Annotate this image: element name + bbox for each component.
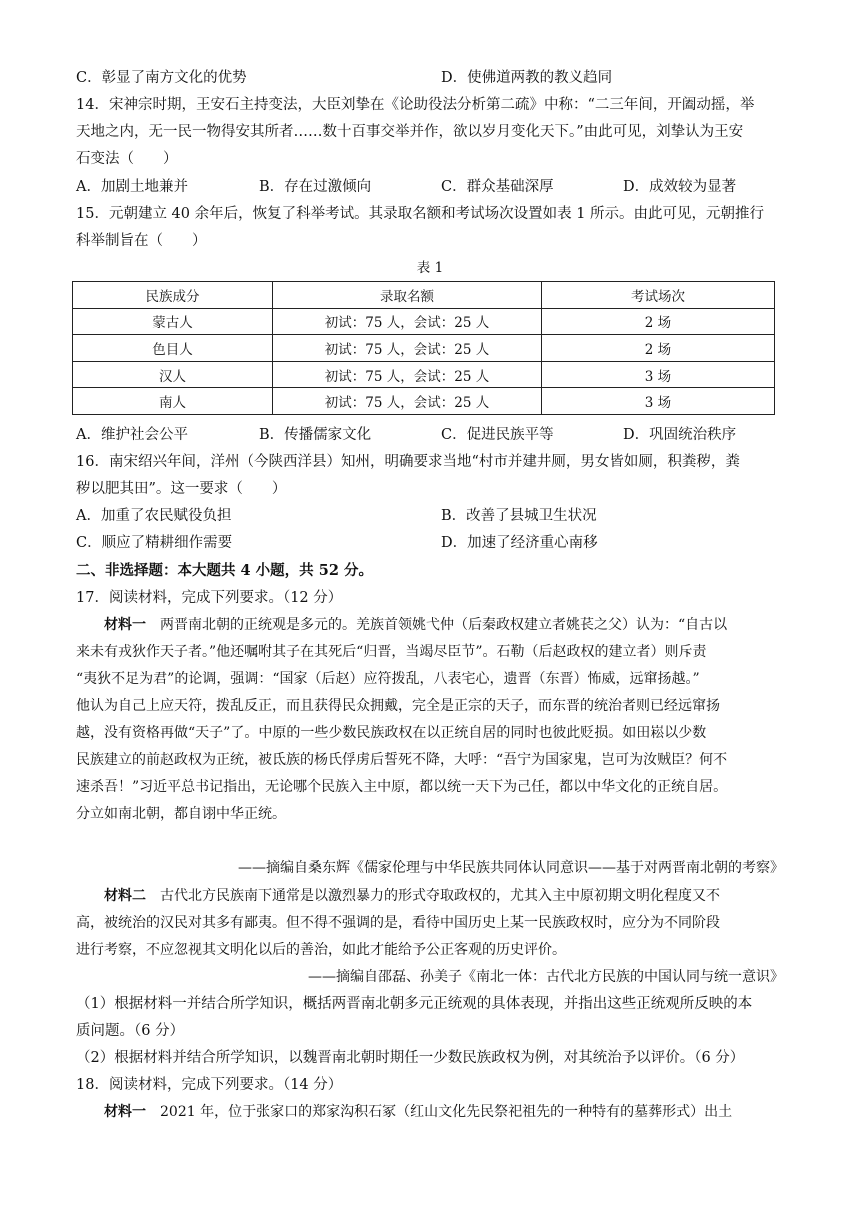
q17-prompt: 17．阅读材料，完成下列要求。（12 分） (76, 590, 343, 606)
q15-option-a: A．维护社会公平 (76, 427, 188, 443)
q17-material1-line-4: 他认为自己上应天符，拨乱反正，而且获得民众拥戴，完全是正宗的天子，而东晋的统治者则已经远窜扬 (76, 698, 720, 714)
q15-option-c: C．促进民族平等 (441, 427, 554, 443)
q14-stem-line-1: 14．宋神宗时期，王安石主持变法，大臣刘挚在《论助役法分析第二疏》中称：“二三年间，开阖动摇，举 (76, 97, 755, 113)
q17-material2-line-1: 材料二 古代北方民族南下通常是以激烈暴力的形式夺取政权的，尤其入主中原初期文明化程度又不 (76, 888, 720, 904)
q17-sub2: （2）根据材料并结合所学知识，以魏晋南北朝时期任一少数民族政权为例，对其统治予以评价。（6 分） (76, 1050, 745, 1066)
q15-option-d: D．巩固统治秩序 (623, 427, 737, 443)
q18-prompt: 18．阅读材料，完成下列要求。（14 分） (76, 1077, 343, 1093)
q14-option-c: C．群众基础深厚 (441, 179, 554, 195)
table-cell: 3 场 (542, 388, 775, 415)
q16-stem-line-1: 16．南宋绍兴年间，洋州（今陕西洋县）知州，明确要求当地“村市并建井厕，男女皆如厕，积粪秽，粪 (76, 454, 740, 470)
q14-option-b: B．存在过激倾向 (259, 179, 372, 195)
q17-material1-line-2: 来未有戎狄作天子者。”他还嘱咐其子在其死后“归晋，当竭尽臣节”。石勒（后赵政权的建立者）则斥责 (76, 644, 707, 660)
material-label: 材料一 (76, 617, 160, 633)
table-cell: 初试：75 人，会试：25 人 (273, 361, 542, 388)
q17-material1-line-8: 分立如南北朝，都自诩中华正统。 (76, 806, 286, 822)
q14-option-a: A．加剧土地兼并 (76, 179, 188, 195)
q18-material1-line-1: 材料一 2021 年，位于张家口的郑家沟积石冢（红山文化先民祭祀祖先的一种特有的墓葬形式）出土 (76, 1104, 733, 1120)
q16-option-d: D．加速了经济重心南移 (441, 535, 598, 551)
table-cell: 2 场 (542, 308, 775, 335)
q17-material1-line-5: 越，没有资格再做“天子”了。中原的一些少数民族政权在以正统自居的同时也彼此贬损。如田崧以少数 (76, 725, 707, 741)
table-row (73, 335, 775, 362)
q13-option-d: D．使佛道两教的教义趋同 (441, 70, 613, 86)
table-cell: 汉人 (73, 361, 273, 388)
q17-material1-line-3: “夷狄不足为君”的论调，强调：“国家（后赵）应符拨乱，八表宅心，遗晋（东晋）怖威，远窜扬越。” (76, 671, 700, 687)
q14-option-d: D．成效较为显著 (623, 179, 737, 195)
table-header-row (73, 282, 775, 309)
material-label: 材料二 (76, 888, 160, 904)
q15-stem-line-1: 15．元朝建立 40 余年后，恢复了科举考试。其录取名额和考试场次设置如表 1 所示。由此可见，元朝推行 (76, 206, 765, 222)
q17-material2-line-2: 高，被统治的汉民对其多有鄙夷。但不得不强调的是，看待中国历史上某一民族政权时，应分为不同阶段 (76, 915, 720, 931)
material-label: 材料一 (76, 1104, 160, 1120)
table-cell: 蒙古人 (73, 308, 273, 335)
table-row (73, 361, 775, 388)
q17-material2-line-3: 进行考察，不应忽视其文明化以后的善治，如此才能给予公正客观的历史评价。 (76, 942, 566, 958)
table-row (73, 388, 775, 415)
table-cell: 色目人 (73, 335, 273, 362)
table-header-cell: 民族成分 (73, 282, 273, 309)
q17-material1-source: ——摘编自桑东辉《儒家伦理与中华民族共同体认同意识——基于对两晋南北朝的考察》 (238, 860, 784, 876)
q15-stem-line-2: 科举制旨在（ ） (76, 233, 207, 249)
table-row (73, 308, 775, 335)
q16-option-c: C．顺应了精耕细作需要 (76, 535, 233, 551)
q14-stem-line-2: 天地之内，无一民一物得安其所者……数十百事交举并作，欲以岁月变化天下。”由此可见，刘挚认为王安 (76, 124, 744, 140)
q17-material1-line-7: 速杀吾！”习近平总书记指出，无论哪个民族入主中原，都以统一天下为己任，都以中华文化的正统自居。 (76, 779, 728, 795)
section-two-heading: 二、非选择题：本大题共 4 小题，共 52 分。 (76, 562, 373, 579)
table-caption: 表 1 (416, 260, 444, 276)
table-header-cell: 考试场次 (542, 282, 775, 309)
q17-sub1-line-1: （1）根据材料一并结合所学知识，概括两晋南北朝多元正统观的具体表现，并指出这些正统观所反映的本 (76, 996, 753, 1012)
q16-option-b: B．改善了县城卫生状况 (441, 508, 597, 524)
table-cell: 2 场 (542, 335, 775, 362)
table-cell: 初试：75 人，会试：25 人 (273, 308, 542, 335)
table-cell: 南人 (73, 388, 273, 415)
q17-sub1-line-2: 质问题。（6 分） (76, 1023, 185, 1039)
q17-material1-line-1: 材料一 两晋南北朝的正统观是多元的。羌族首领姚弋仲（后秦政权建立者姚苌之父）认为：“自古以 (76, 617, 728, 633)
q15-option-b: B．传播儒家文化 (259, 427, 372, 443)
q14-stem-line-3: 石变法（ ） (76, 151, 178, 167)
table-cell: 3 场 (542, 361, 775, 388)
q16-stem-line-2: 秽以肥其田”。这一要求（ ） (76, 481, 287, 497)
q17-material1-line-6: 民族建立的前赵政权为正统，被氐族的杨氏俘虏后誓死不降，大呼：“吾宁为国家鬼，岂可为汝贼臣？何不 (76, 752, 728, 768)
table-cell: 初试：75 人，会试：25 人 (273, 388, 542, 415)
table-cell: 初试：75 人，会试：25 人 (273, 335, 542, 362)
table-1 (72, 281, 775, 415)
table-header-cell: 录取名额 (273, 282, 542, 309)
q13-option-c: C．彰显了南方文化的优势 (76, 70, 247, 86)
q17-material2-source: ——摘编自邵磊、孙美子《南北一体：古代北方民族的中国认同与统一意识》 (308, 969, 784, 985)
q16-option-a: A．加重了农民赋役负担 (76, 508, 232, 524)
